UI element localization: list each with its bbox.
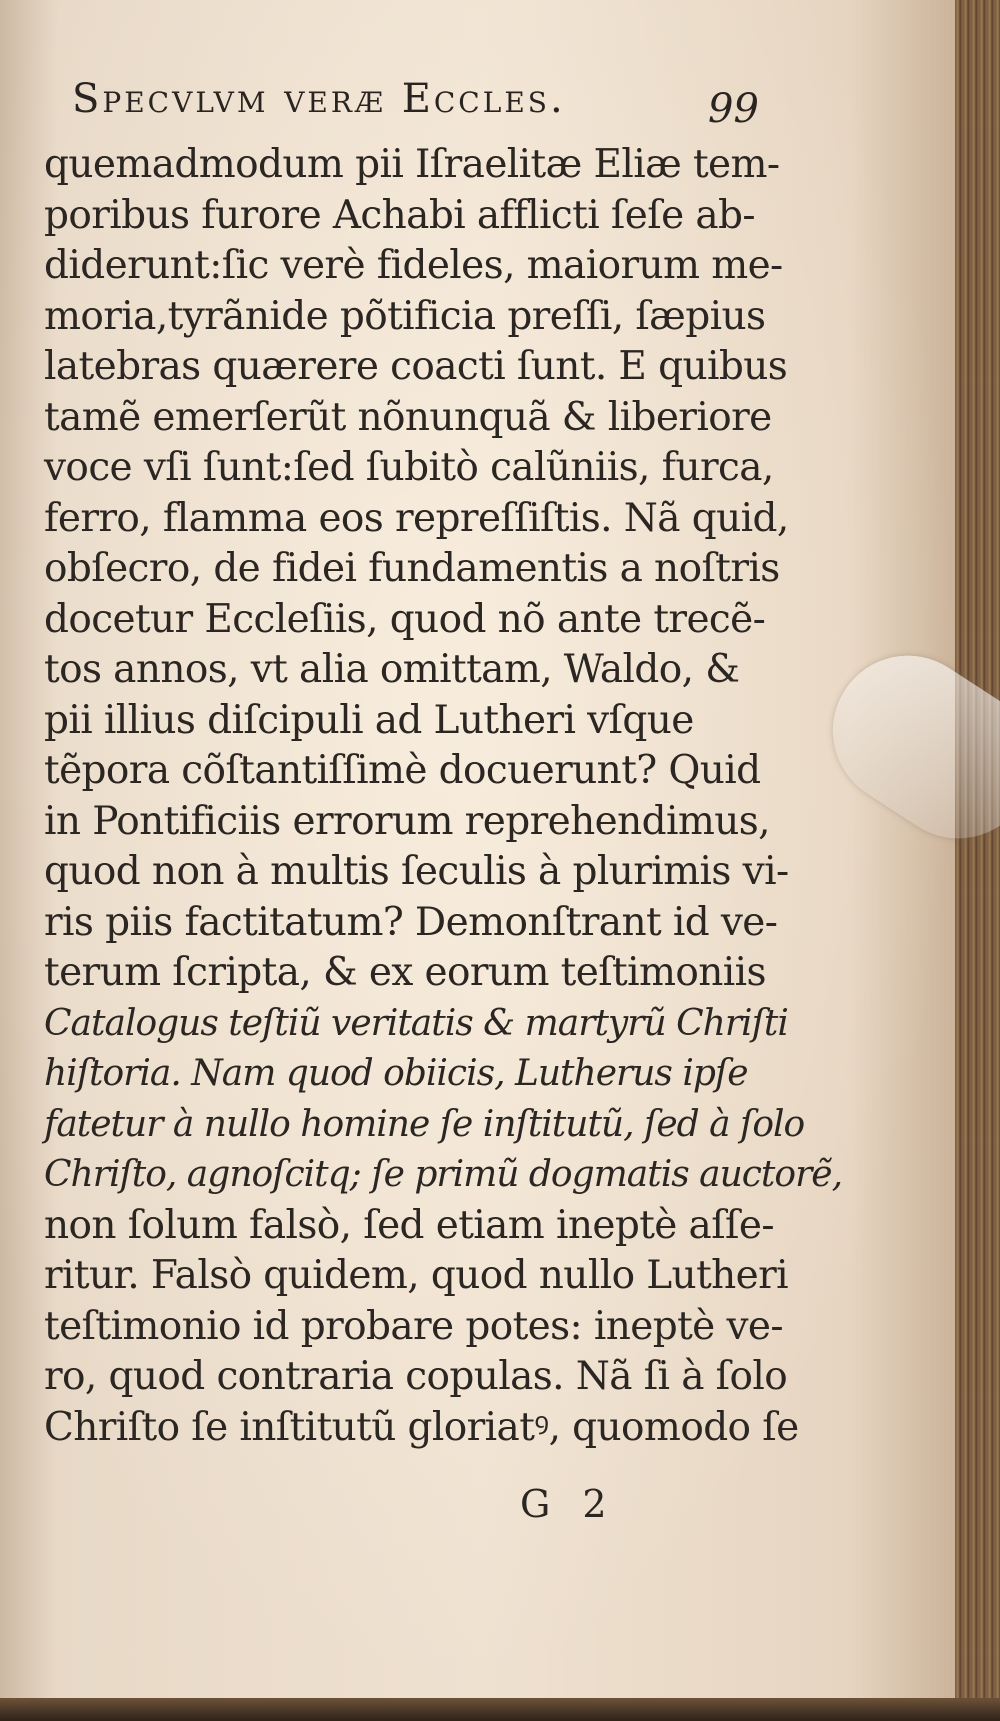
text-line: Chriſto, agnoſcitq; ſe primũ dogmatis auctorẽ, (44, 1154, 843, 1195)
text-line: teſtimonio id probare potes: ineptè ve- (44, 1303, 783, 1349)
text-line: Catalogus teſtiũ veritatis & martyrũ Chriſti (44, 1002, 788, 1044)
text-line: Chriſto ſe inſtitutũ gloriatꝰ, quomodo ſe (44, 1404, 799, 1450)
text-line: pii illius diſcipuli ad Lutheri vſque (44, 697, 694, 743)
text-line: latebras quærere coacti ſunt. E quibus (44, 344, 788, 389)
text-line: hiſtoria. Nam quod obiicis, Lutherus ipſe (44, 1053, 748, 1094)
text-block (44, 140, 843, 1453)
running-head: Specvlvm veræ Eccles. (72, 76, 566, 122)
text-line: ferro, flamma eos repreſſiſtis. Nã quid, (44, 495, 789, 541)
text-line: moria,tyrãnide põtificia preſſi, ſæpius (44, 293, 766, 339)
text-line: obſecro, de fidei fundamentis a noſtris (44, 546, 780, 591)
text-line: quod non à multis ſeculis à plurimis vi- (44, 849, 789, 894)
page-bottom-edge (0, 1698, 1000, 1721)
text-line: non ſolum falsò, ſed etiam ineptè aſſe- (44, 1202, 774, 1248)
text-line: in Pontificiis errorum reprehendimus, (44, 798, 770, 844)
text-line: diderunt:ſic verè fideles, maiorum me- (44, 243, 783, 288)
text-line: voce vſi ſunt:ſed ſubitò calũniis, furca, (44, 445, 774, 490)
text-line: docetur Eccleſiis, quod nõ ante trecẽ- (44, 596, 766, 642)
text-line: fatetur à nullo homine ſe inſtitutũ, ſed à ſolo (44, 1103, 805, 1145)
signature-mark: G 2 (520, 1482, 617, 1526)
folio-number: 99 (708, 86, 759, 132)
text-line: tamẽ emerſerũt nõnunquã & liberiore (44, 394, 772, 440)
text-line: quemadmodum pii Iſraelitæ Eliæ tem- (44, 142, 780, 187)
text-line: poribus furore Achabi afflicti ſeſe ab- (44, 192, 755, 238)
text-line: terum ſcripta, & ex eorum teſtimoniis (44, 950, 766, 995)
text-line: tẽpora cõſtantiſſimè docuerunt? Quid (44, 748, 761, 793)
text-line: ro, quod contraria copulas. Nã ſi à ſolo (44, 1354, 788, 1399)
text-line: ris piis factitatum? Demonſtrant id ve- (44, 899, 778, 945)
text-line: tos annos, vt alia omittam, Waldo, & (44, 647, 740, 692)
text-line: ritur. Falsò quidem, quod nullo Lutheri (44, 1253, 789, 1298)
page-header (72, 76, 792, 136)
page-fore-edge (955, 0, 1000, 1721)
